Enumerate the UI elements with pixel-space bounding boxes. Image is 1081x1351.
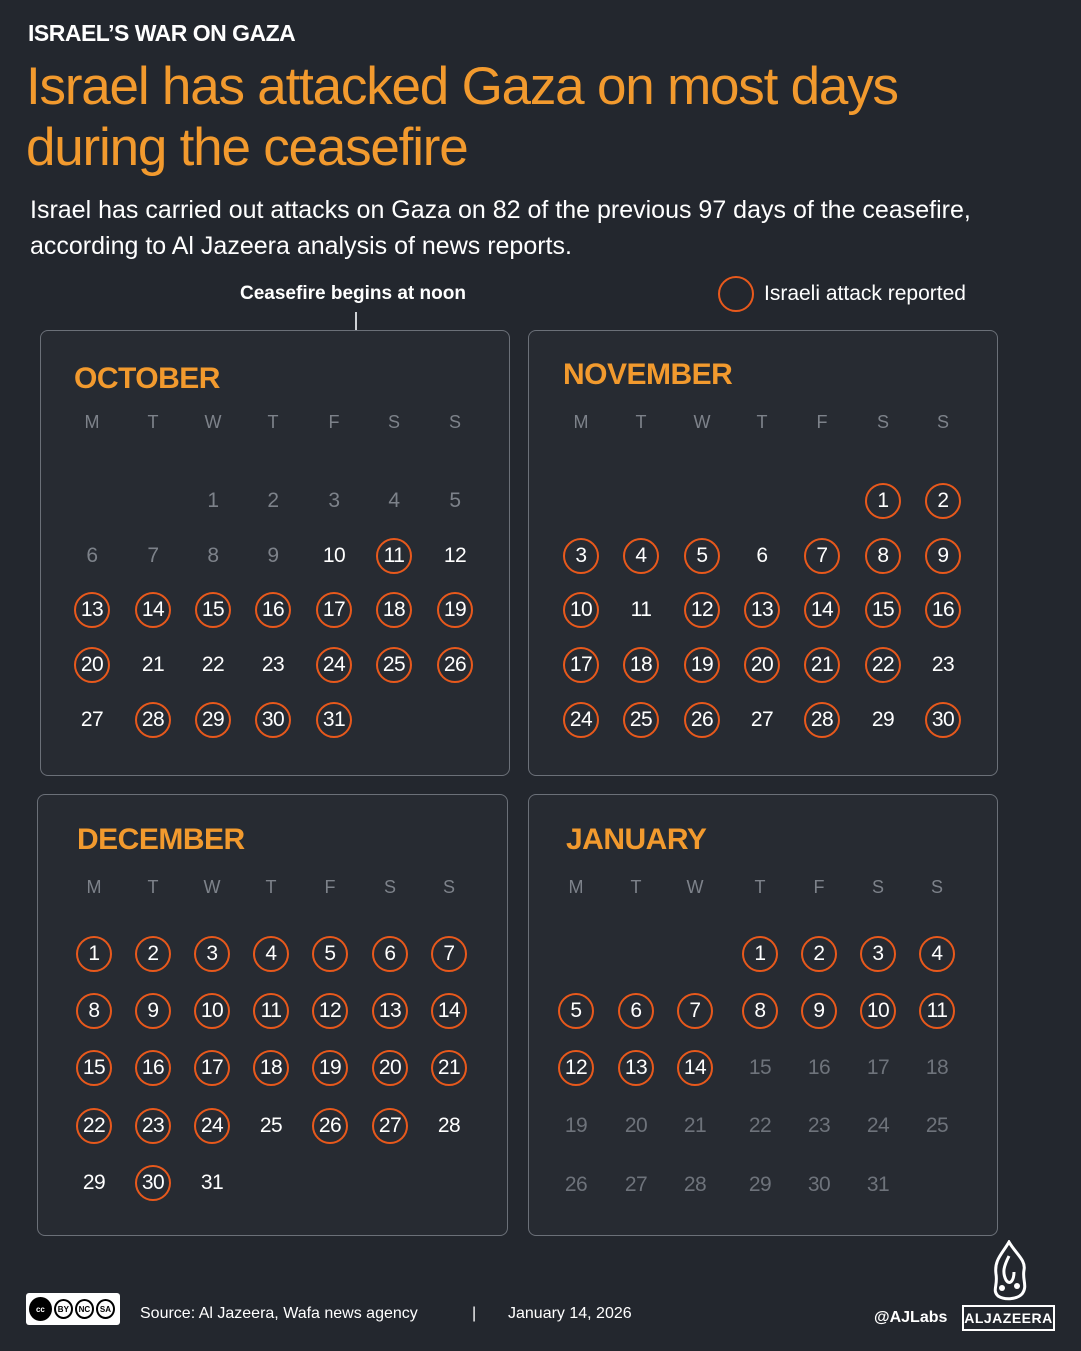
weekday-label: S bbox=[876, 412, 889, 432]
weekday-label: T bbox=[635, 412, 647, 432]
day-cell: 23 bbox=[261, 653, 285, 676]
day-attack: 4 bbox=[919, 936, 955, 972]
day-attack: 3 bbox=[563, 538, 599, 574]
subhead: Israel has carried out attacks on Gaza on 82 of the previous 97 days of the ceasefire, according to Al Jazeera analysis of news reports. bbox=[30, 196, 971, 260]
day-attack: 12 bbox=[312, 993, 348, 1029]
day-attack: 11 bbox=[253, 993, 289, 1029]
aljazeera-wordmark: ALJAZEERA bbox=[962, 1305, 1055, 1331]
day-cell: 21 bbox=[141, 653, 165, 676]
day-attack: 28 bbox=[135, 702, 171, 738]
cc-sa-icon: SA bbox=[96, 1299, 115, 1319]
day-cell: 8 bbox=[207, 544, 219, 567]
day-attack: 18 bbox=[253, 1050, 289, 1086]
day-attack: 18 bbox=[376, 592, 412, 628]
legend-label: Israeli attack reported bbox=[764, 282, 966, 305]
day-attack: 18 bbox=[623, 647, 659, 683]
day-attack: 6 bbox=[618, 993, 654, 1029]
aljazeera-logo-icon bbox=[984, 1240, 1034, 1302]
day-attack: 12 bbox=[558, 1050, 594, 1086]
day-cell: 1 bbox=[207, 489, 219, 512]
day-attack: 2 bbox=[135, 936, 171, 972]
day-cell: 5 bbox=[449, 489, 461, 512]
day-attack: 10 bbox=[860, 993, 896, 1029]
day-attack: 14 bbox=[804, 592, 840, 628]
day-cell: 11 bbox=[630, 598, 652, 621]
day-attack: 8 bbox=[865, 538, 901, 574]
weekday-label: S bbox=[930, 877, 943, 897]
weekday-label: F bbox=[813, 877, 825, 897]
day-cell: 31 bbox=[200, 1171, 224, 1194]
day-attack: 5 bbox=[312, 936, 348, 972]
weekday-label: S bbox=[387, 412, 400, 432]
day-cell: 29 bbox=[82, 1171, 106, 1194]
day-attack: 11 bbox=[376, 538, 412, 574]
day-attack: 14 bbox=[431, 993, 467, 1029]
day-cell: 29 bbox=[748, 1173, 772, 1196]
day-attack: 29 bbox=[195, 702, 231, 738]
day-attack: 8 bbox=[742, 993, 778, 1029]
day-cell: 6 bbox=[756, 544, 768, 567]
day-attack: 15 bbox=[865, 592, 901, 628]
day-cell: 17 bbox=[866, 1056, 890, 1079]
month-title-january: JANUARY bbox=[566, 823, 707, 856]
day-attack: 23 bbox=[135, 1108, 171, 1144]
weekday-label: T bbox=[630, 877, 642, 897]
day-attack: 17 bbox=[194, 1050, 230, 1086]
weekday-label: F bbox=[816, 412, 828, 432]
day-cell: 7 bbox=[147, 544, 159, 567]
weekday-label: S bbox=[936, 412, 949, 432]
day-attack: 30 bbox=[255, 702, 291, 738]
month-title-december: DECEMBER bbox=[77, 823, 245, 856]
day-cell: 16 bbox=[807, 1056, 831, 1079]
day-attack: 20 bbox=[372, 1050, 408, 1086]
footer-source: Source: Al Jazeera, Wafa news agency bbox=[140, 1305, 418, 1322]
day-cell: 25 bbox=[259, 1114, 283, 1137]
day-attack: 10 bbox=[563, 592, 599, 628]
day-attack: 13 bbox=[618, 1050, 654, 1086]
day-attack: 25 bbox=[623, 702, 659, 738]
day-cell: 27 bbox=[624, 1173, 648, 1196]
day-attack: 7 bbox=[677, 993, 713, 1029]
day-attack: 9 bbox=[801, 993, 837, 1029]
day-attack: 19 bbox=[437, 592, 473, 628]
weekday-label: T bbox=[147, 412, 159, 432]
day-attack: 13 bbox=[372, 993, 408, 1029]
headline: Israel has attacked Gaza on most days during the ceasefire bbox=[26, 57, 898, 177]
day-cell: 27 bbox=[80, 708, 104, 731]
day-attack: 26 bbox=[312, 1108, 348, 1144]
day-cell: 20 bbox=[624, 1114, 648, 1137]
cc-license-badge bbox=[26, 1293, 120, 1325]
day-attack: 14 bbox=[135, 592, 171, 628]
day-attack: 5 bbox=[684, 538, 720, 574]
day-attack: 2 bbox=[925, 483, 961, 519]
month-title-november: NOVEMBER bbox=[563, 358, 733, 391]
day-cell: 9 bbox=[267, 544, 279, 567]
day-attack: 4 bbox=[253, 936, 289, 972]
weekday-label: M bbox=[86, 877, 102, 897]
day-cell: 4 bbox=[388, 489, 400, 512]
weekday-label: T bbox=[265, 877, 277, 897]
day-attack: 22 bbox=[865, 647, 901, 683]
day-attack: 2 bbox=[801, 936, 837, 972]
day-cell: 15 bbox=[748, 1056, 772, 1079]
day-attack: 17 bbox=[316, 592, 352, 628]
day-attack: 15 bbox=[76, 1050, 112, 1086]
day-attack: 26 bbox=[684, 702, 720, 738]
day-attack: 6 bbox=[372, 936, 408, 972]
day-attack: 1 bbox=[76, 936, 112, 972]
weekday-label: M bbox=[568, 877, 584, 897]
cc-icon: cc bbox=[29, 1297, 52, 1321]
day-attack: 16 bbox=[135, 1050, 171, 1086]
day-attack: 19 bbox=[312, 1050, 348, 1086]
day-attack: 7 bbox=[431, 936, 467, 972]
day-cell: 30 bbox=[807, 1173, 831, 1196]
day-attack: 3 bbox=[860, 936, 896, 972]
weekday-label: W bbox=[693, 412, 711, 432]
footer-separator: | bbox=[472, 1305, 477, 1322]
day-attack: 8 bbox=[76, 993, 112, 1029]
day-attack: 11 bbox=[919, 993, 955, 1029]
day-attack: 30 bbox=[925, 702, 961, 738]
day-attack: 13 bbox=[74, 592, 110, 628]
day-attack: 27 bbox=[372, 1108, 408, 1144]
weekday-label: F bbox=[328, 412, 340, 432]
weekday-label: T bbox=[267, 412, 279, 432]
day-attack: 7 bbox=[804, 538, 840, 574]
weekday-label: M bbox=[84, 412, 100, 432]
day-cell: 18 bbox=[925, 1056, 949, 1079]
weekday-label: S bbox=[442, 877, 455, 897]
day-cell: 19 bbox=[564, 1114, 588, 1137]
day-attack: 24 bbox=[316, 647, 352, 683]
day-attack: 26 bbox=[437, 647, 473, 683]
footer-date: January 14, 2026 bbox=[508, 1305, 632, 1322]
weekday-label: S bbox=[448, 412, 461, 432]
day-attack: 19 bbox=[684, 647, 720, 683]
day-attack: 20 bbox=[744, 647, 780, 683]
day-cell: 24 bbox=[866, 1114, 890, 1137]
weekday-label: W bbox=[686, 877, 704, 897]
day-attack: 21 bbox=[804, 647, 840, 683]
day-cell: 12 bbox=[443, 544, 467, 567]
day-attack: 5 bbox=[558, 993, 594, 1029]
weekday-label: F bbox=[324, 877, 336, 897]
day-attack: 15 bbox=[195, 592, 231, 628]
day-cell: 2 bbox=[267, 489, 279, 512]
day-cell: 27 bbox=[750, 708, 774, 731]
ceasefire-annotation: Ceasefire begins at noon bbox=[240, 283, 466, 304]
day-attack: 28 bbox=[804, 702, 840, 738]
cc-nc-icon: NC bbox=[75, 1299, 94, 1319]
weekday-label: T bbox=[147, 877, 159, 897]
weekday-label: T bbox=[756, 412, 768, 432]
day-attack: 21 bbox=[431, 1050, 467, 1086]
day-attack: 22 bbox=[76, 1108, 112, 1144]
weekday-label: W bbox=[203, 877, 221, 897]
day-attack: 24 bbox=[563, 702, 599, 738]
day-attack: 9 bbox=[135, 993, 171, 1029]
weekday-label: S bbox=[383, 877, 396, 897]
weekday-label: W bbox=[204, 412, 222, 432]
weekday-label: M bbox=[573, 412, 589, 432]
day-cell: 23 bbox=[807, 1114, 831, 1137]
day-attack: 24 bbox=[194, 1108, 230, 1144]
day-cell: 28 bbox=[683, 1173, 707, 1196]
day-cell: 22 bbox=[748, 1114, 772, 1137]
day-attack: 12 bbox=[684, 592, 720, 628]
day-cell: 28 bbox=[437, 1114, 461, 1137]
day-cell: 23 bbox=[931, 653, 955, 676]
day-cell: 3 bbox=[328, 489, 340, 512]
day-cell: 25 bbox=[925, 1114, 949, 1137]
day-attack: 25 bbox=[376, 647, 412, 683]
day-cell: 22 bbox=[201, 653, 225, 676]
day-attack: 3 bbox=[194, 936, 230, 972]
day-cell: 29 bbox=[871, 708, 895, 731]
footer-handle: @AJLabs bbox=[874, 1309, 948, 1326]
day-cell: 6 bbox=[86, 544, 98, 567]
attack-ring-icon bbox=[718, 276, 754, 312]
day-attack: 1 bbox=[742, 936, 778, 972]
legend bbox=[718, 276, 966, 312]
day-attack: 10 bbox=[194, 993, 230, 1029]
month-title-october: OCTOBER bbox=[74, 362, 220, 395]
kicker: ISRAEL’S WAR ON GAZA bbox=[28, 20, 296, 46]
day-attack: 30 bbox=[135, 1165, 171, 1201]
day-cell: 26 bbox=[564, 1173, 588, 1196]
day-cell: 10 bbox=[322, 544, 346, 567]
day-attack: 13 bbox=[744, 592, 780, 628]
cc-by-icon: BY bbox=[54, 1299, 73, 1319]
day-cell: 21 bbox=[683, 1114, 707, 1137]
day-attack: 17 bbox=[563, 647, 599, 683]
day-attack: 20 bbox=[74, 647, 110, 683]
day-cell: 31 bbox=[866, 1173, 890, 1196]
day-attack: 14 bbox=[677, 1050, 713, 1086]
day-attack: 31 bbox=[316, 702, 352, 738]
weekday-label: S bbox=[871, 877, 884, 897]
day-attack: 1 bbox=[865, 483, 901, 519]
day-attack: 9 bbox=[925, 538, 961, 574]
day-attack: 16 bbox=[925, 592, 961, 628]
day-attack: 16 bbox=[255, 592, 291, 628]
weekday-label: T bbox=[754, 877, 766, 897]
day-attack: 4 bbox=[623, 538, 659, 574]
